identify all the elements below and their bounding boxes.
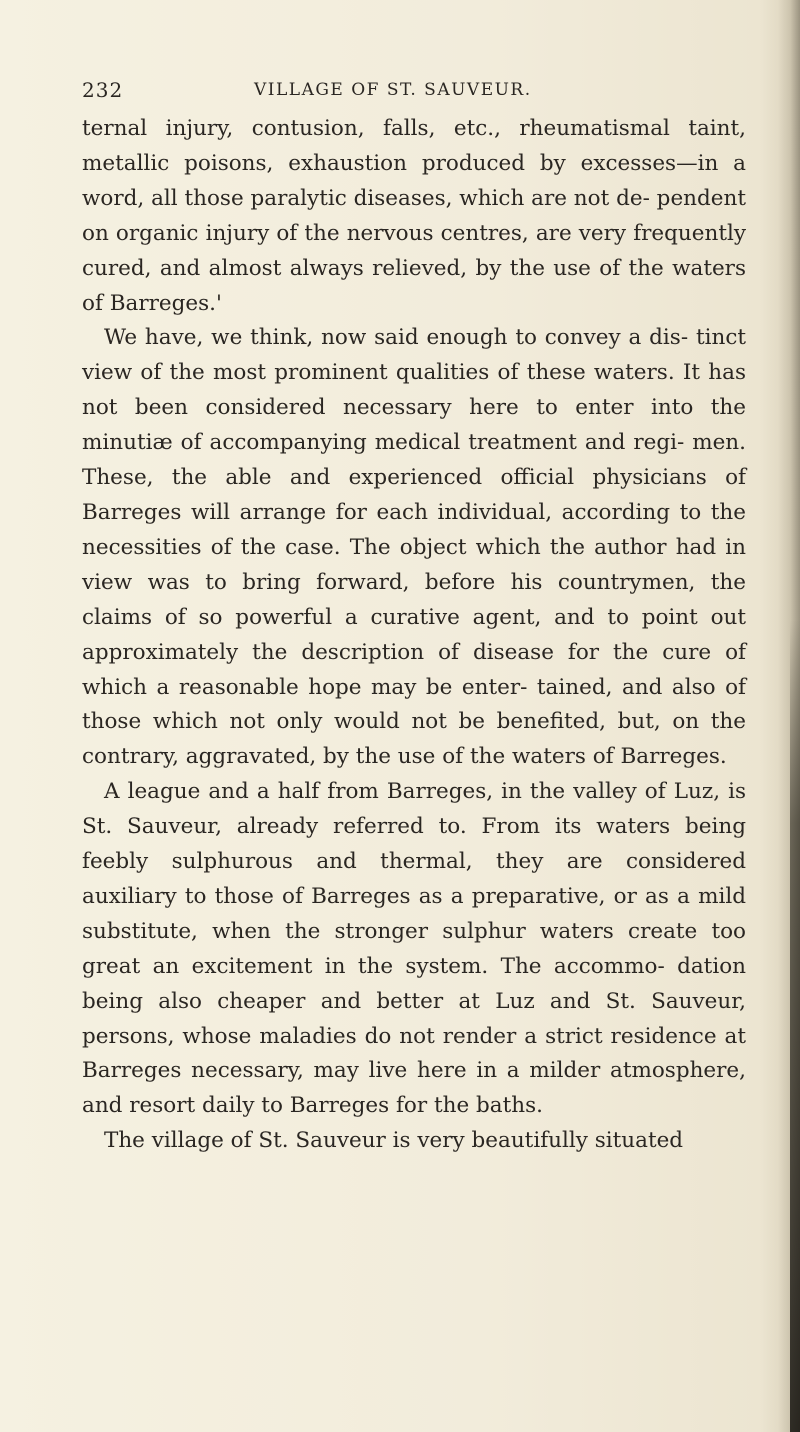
page-header: [82, 78, 742, 108]
paragraph-1: ternal injury, contusion, falls, etc., rheumatismal taint, metallic poisons, exhaustion produced by excesses—in a word, all those paralytic diseases, which are not de- pendent on organic injury of the nervous centres, are very frequently cured, and almost always relieved, by the use of the waters of Barreges.': [82, 116, 746, 316]
page-edge-dark: [790, 620, 800, 1432]
paragraph-4: The village of St. Sauveur is very beautifully situated: [104, 1128, 684, 1154]
paragraph-2: We have, we think, now said enough to convey a dis- tinct view of the most prominent qualities of these waters. It has not been considered necessary here to enter into the minutiæ of accompanying medical treatment and regi- men. These, the able and experienced official physicians of Barreges will arrange for each individual, according to the necessities of the case. The object which the author had in view was to bring forward, before his countrymen, the claims of so powerful a curative agent, and to point out approximately the description of disease for the cure of which a reasonable hope may be enter- tained, and also of those which not only would not be benefited, but, on the contrary, aggravated, by the use of the waters of Barreges.: [82, 325, 746, 770]
running-head: VILLAGE OF ST. SAUVEUR.: [254, 80, 532, 100]
page-number: 232: [82, 78, 124, 102]
body-text: [82, 112, 746, 1159]
paragraph-3: A league and a half from Barreges, in the valley of Luz, is St. Sauveur, already referred to. From its waters being feebly sulphurous and thermal, they are considered auxiliary to those of Barreges as a preparative, or as a mild substitute, when the stronger sulphur waters create too great an excitement in the system. The accommo- dation being also cheaper and better at Luz and St. Sauveur, persons, whose maladies do not render a strict residence at Barreges necessary, may live here in a milder atmosphere, and resort daily to Barreges for the baths.: [82, 779, 746, 1119]
